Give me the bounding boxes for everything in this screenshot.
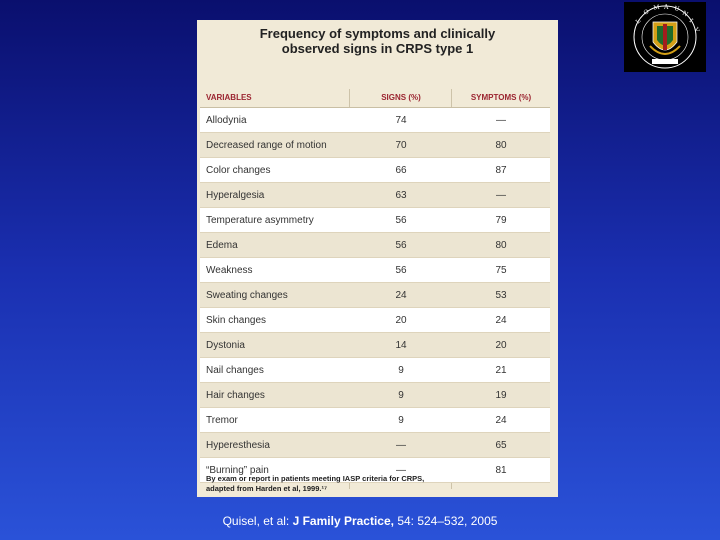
- row-variable: Color changes: [200, 158, 350, 183]
- table-row: [200, 408, 550, 433]
- row-variable: Hyperalgesia: [200, 183, 350, 208]
- row-symptoms: 79: [452, 208, 550, 233]
- row-signs: 63: [350, 183, 452, 208]
- citation-journal: J Family Practice,: [292, 514, 394, 528]
- row-variable: Allodynia: [200, 108, 350, 133]
- row-signs: 70: [350, 133, 452, 158]
- svg-text:M: M: [652, 3, 661, 12]
- row-signs: 56: [350, 233, 452, 258]
- svg-text:O: O: [642, 8, 651, 17]
- university-seal-logo: [624, 2, 706, 72]
- table-title: [197, 20, 558, 60]
- row-symptoms: 80: [452, 133, 550, 158]
- table-row: [200, 208, 550, 233]
- row-variable: Weakness: [200, 258, 350, 283]
- table-row: [200, 433, 550, 458]
- header-signs: SIGNS (%): [350, 87, 452, 108]
- row-signs: —: [350, 458, 452, 483]
- table-row: [200, 358, 550, 383]
- row-variable: Sweating changes: [200, 283, 350, 308]
- row-symptoms: 65: [452, 433, 550, 458]
- svg-text:L: L: [634, 17, 643, 26]
- row-signs: 74: [350, 108, 452, 133]
- row-signs: 20: [350, 308, 452, 333]
- svg-text:A: A: [664, 4, 669, 11]
- citation-details: 54: 524–532, 2005: [393, 514, 498, 528]
- row-symptoms: 80: [452, 233, 550, 258]
- row-variable: “Burning” pain: [200, 458, 350, 483]
- row-variable: Decreased range of motion: [200, 133, 350, 158]
- row-variable: Hair changes: [200, 383, 350, 408]
- row-signs: 9: [350, 408, 452, 433]
- row-variable: Edema: [200, 233, 350, 258]
- symptoms-table-card: [197, 20, 558, 497]
- header-symptoms: SYMPTOMS (%): [452, 87, 550, 108]
- footnote-line-2: adapted from Harden et al, 1999.¹⁷: [206, 484, 328, 493]
- row-signs: —: [350, 433, 452, 458]
- row-variable: Temperature asymmetry: [200, 208, 350, 233]
- row-symptoms: 81: [452, 458, 550, 483]
- table-title-line-1: Frequency of symptoms and clinically: [259, 26, 496, 41]
- row-symptoms: —: [452, 183, 550, 208]
- row-variable: Tremor: [200, 408, 350, 433]
- row-signs: 14: [350, 333, 452, 358]
- row-symptoms: 19: [452, 383, 550, 408]
- table-row: [200, 333, 550, 358]
- row-signs: 66: [350, 158, 452, 183]
- table-row: [200, 383, 550, 408]
- footnote-line-1: By exam or report in patients meeting IASP criteria for CRPS,: [206, 474, 425, 483]
- table-row: [200, 308, 550, 333]
- table-row: [200, 183, 550, 208]
- row-signs: 56: [350, 258, 452, 283]
- svg-text:U: U: [673, 5, 680, 14]
- table-header-row: [200, 87, 550, 108]
- seal-emblem-icon: [624, 2, 706, 72]
- row-symptoms: 75: [452, 258, 550, 283]
- row-symptoms: 20: [452, 333, 550, 358]
- svg-text:N: N: [681, 9, 690, 19]
- citation-authors: Quisel, et al:: [222, 514, 293, 528]
- table-row: [200, 133, 550, 158]
- table-row: [200, 258, 550, 283]
- row-signs: 24: [350, 283, 452, 308]
- table-row: [200, 158, 550, 183]
- row-symptoms: 24: [452, 308, 550, 333]
- row-variable: Skin changes: [200, 308, 350, 333]
- row-signs: 9: [350, 358, 452, 383]
- table-row: [200, 233, 550, 258]
- svg-text:I: I: [687, 17, 695, 25]
- table-row: [200, 283, 550, 308]
- svg-text:V: V: [692, 26, 701, 34]
- row-variable: Hyperesthesia: [200, 433, 350, 458]
- header-variables: VARIABLES: [200, 87, 350, 108]
- row-symptoms: 53: [452, 283, 550, 308]
- row-symptoms: 21: [452, 358, 550, 383]
- citation: [0, 514, 720, 528]
- symptoms-table: [200, 87, 550, 483]
- table-title-line-2: observed signs in CRPS type 1: [281, 41, 474, 56]
- row-signs: 56: [350, 208, 452, 233]
- row-symptoms: 87: [452, 158, 550, 183]
- row-variable: Dystonia: [200, 333, 350, 358]
- row-symptoms: —: [452, 108, 550, 133]
- table-footnote: [206, 474, 551, 494]
- row-symptoms: 24: [452, 408, 550, 433]
- row-signs: 9: [350, 383, 452, 408]
- table-row: [200, 108, 550, 133]
- row-variable: Nail changes: [200, 358, 350, 383]
